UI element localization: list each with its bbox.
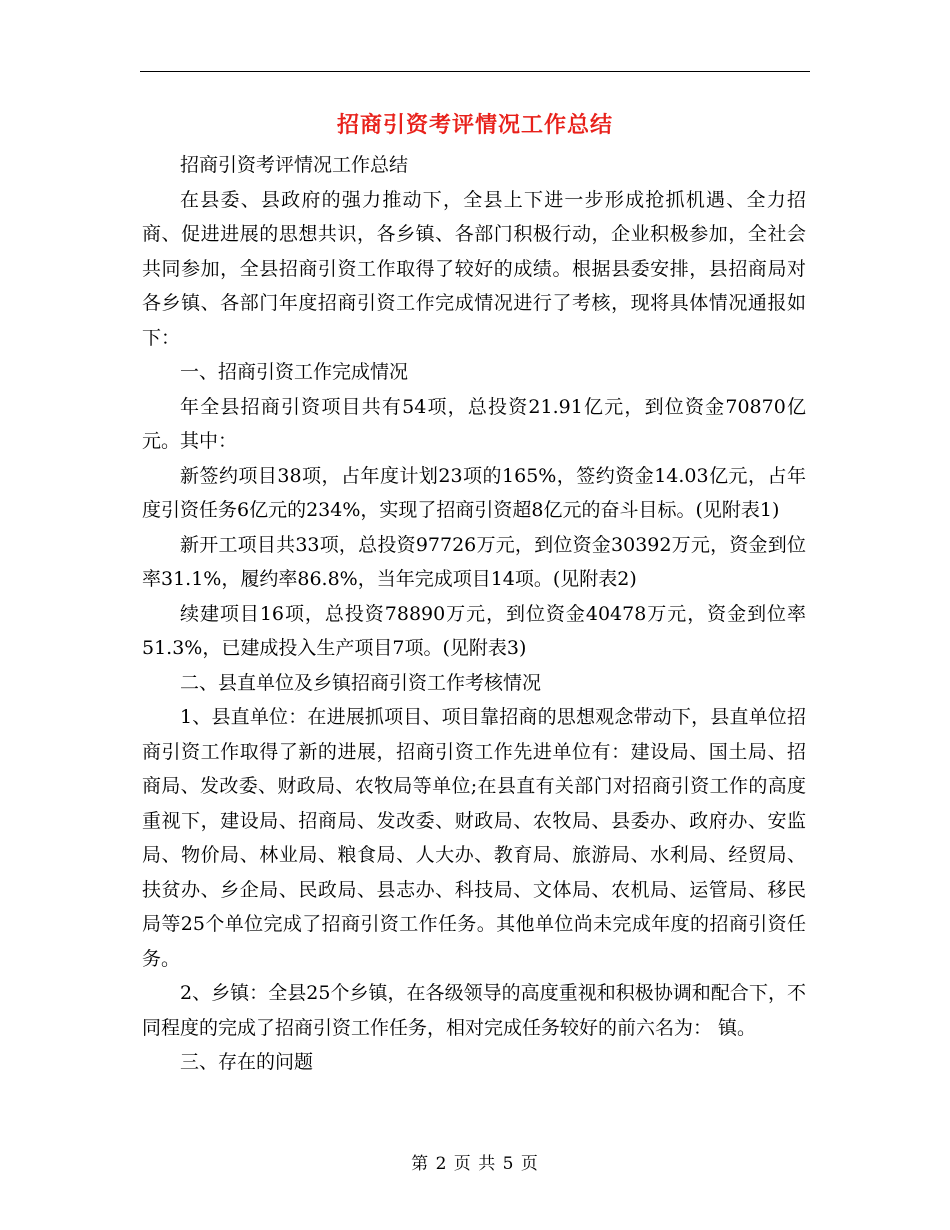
document-body xyxy=(142,148,806,1080)
header-rule xyxy=(140,71,810,72)
paragraph-continued: 续建项目16项，总投资78890万元，到位资金40478万元，资金到位率51.3%，已建成投入生产项目7项。(见附表3) xyxy=(142,602,806,659)
paragraph-intro: 在县委、县政府的强力推动下，全县上下进一步形成抢抓机遇、全力招商、促进进展的思想共识，各乡镇、各部门积极行动，企业积极参加，全社会共同参加，全县招商引资工作取得了较好的成绩。根据县委安排，县招商局对各乡镇、各部门年度招商引资工作完成情况进行了考核，现将具体情况通报如下： xyxy=(142,188,806,349)
page-footer: 第 2 页 共 5 页 xyxy=(411,1154,539,1174)
paragraph-totals: 年全县招商引资项目共有54项，总投资21.91亿元，到位资金70870亿元。其中： xyxy=(142,395,806,452)
section-heading-2: 二、县直单位及乡镇招商引资工作考核情况 xyxy=(180,671,542,694)
paragraph-townships: 2、乡镇：全县25个乡镇，在各级领导的高度重视和积极协调和配合下，不同程度的完成了招商引资工作任务，相对完成任务较好的前六名为： 镇。 xyxy=(142,982,806,1039)
section-heading-1: 一、招商引资工作完成情况 xyxy=(180,361,409,383)
paragraph-subtitle: 招商引资考评情况工作总结 xyxy=(180,154,409,176)
paragraph-county-units: 1、县直单位：在进展抓项目、项目靠招商的思想观念带动下，县直单位招商引资工作取得了新的进展，招商引资工作先进单位有：建设局、国土局、招商局、发改委、财政局、农牧局等单位;在县直有关部门对招商引资工作的高度重视下，建设局、招商局、发改委、财政局、农牧局、县委办、政府办、安监局、物价局、林业局、粮食局、人大办、教育局、旅游局、水利局、经贸局、扶贫办、乡企局、民政局、县志办、科技局、文体局、农机局、运管局、移民局等25个单位完成了招商引资工作任务。其他单位尚未完成年度的招商引资任务。 xyxy=(142,706,806,970)
paragraph-new-started: 新开工项目共33项，总投资97726万元，到位资金30392万元，资金到位率31.1%，履约率86.8%，当年完成项目14项。(见附表2) xyxy=(142,533,806,590)
section-heading-3: 三、存在的问题 xyxy=(180,1051,314,1073)
paragraph-new-signed: 新签约项目38项，占年度计划23项的165%，签约资金14.03亿元，占年度引资任务6亿元的234%，实现了招商引资超8亿元的奋斗目标。(见附表1) xyxy=(142,464,806,521)
document-title: 招商引资考评情况工作总结 xyxy=(336,112,613,138)
